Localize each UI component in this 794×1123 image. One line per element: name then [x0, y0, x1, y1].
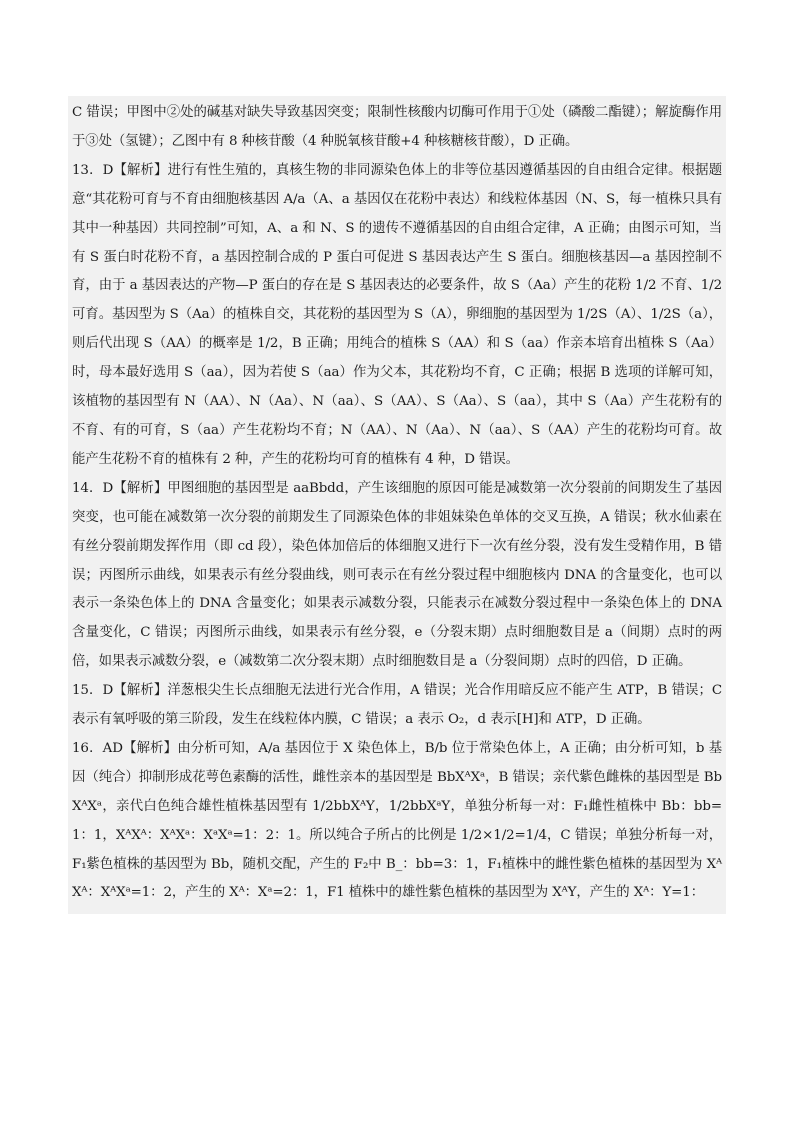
- paragraph-q15: 15．D【解析】洋葱根尖生长点细胞无法进行光合作用，A 错误；光合作用暗反应不能产生 ATP，B 错误；C 表示有氧呼吸的第三阶段，发生在线粒体内膜，C 错误；a 表示 O₂，d 表示[H]和 ATP，D 正确。: [72, 683, 722, 728]
- paragraph-prev-q-cont: C 错误；甲图中②处的碱基对缺失导致基因突变；限制性核酸内切酶可作用于①处（磷酸二酯键）；解旋酶作用于③处（氢键）；乙图中有 8 种核苷酸（4 种脱氧核苷酸+4 种核糖核苷酸），D 正确。: [72, 105, 722, 149]
- paragraph-q16: 16．AD【解析】由分析可知，A/a 基因位于 X 染色体上，B/b 位于常染色体上，A 正确；由分析可知，b 基因（纯合）抑制形成花萼色素酶的活性，雌性亲本的基因型是 BbXᴬXᵃ，B 错误；亲代紫色雌株的基因型是 BbXᴬXᵃ，亲代白色纯合雄性植株基因型有 1/2bbXᴬY，1/2bbXᵃY，单独分析每一对：F₁雌性植株中 Bb：bb=1：1，XᴬXᴬ：XᴬXᵃ：XᵃXᵃ=1：2：1。所以纯合子所占的比例是 1/2×1/2=1/4，C 错误；单独分析每一对，F₁紫色植株的基因型为 Bb，随机交配，产生的 F₂中 B_：bb=3：1，F₁植株中的雌性紫色植株的基因型为 XᴬXᴬ：XᴬXᵃ=1：2，产生的 Xᴬ：Xᵃ=2：1，F1 植株中的雄性紫色植株的基因型为 XᴬY，产生的 Xᴬ：Y=1：: [72, 740, 722, 901]
- paragraph-q14: 14．D【解析】甲图细胞的基因型是 aaBbdd，产生该细胞的原因可能是减数第一次分裂前的间期发生了基因突变，也可能在减数第一次分裂的前期发生了同源染色体的非姐妹染色单体的交叉互换，A 错误；秋水仙素在有丝分裂前期发挥作用（即 cd 段），染色体加倍后的体细胞又进行下一次有丝分裂，没有发生受精作用，B 错误；丙图所示曲线，如果表示有丝分裂曲线，则可表示在有丝分裂过程中细胞核内 DNA 的含量变化，也可以表示一条染色体上的 DNA 含量变化；如果表示减数分裂，只能表示在减数分裂过程中一条染色体上的 DNA 含量变化，C 错误；丙图所示曲线，如果表示有丝分裂，e（分裂末期）点时细胞数目是 a（间期）点时的两倍，如果表示减数分裂，e（减数第二次分裂末期）点时细胞数目是 a（分裂间期）点时的四倍，D 正确。: [72, 480, 722, 670]
- answer-explanation-block: [68, 96, 726, 914]
- paragraph-q13: 13．D【解析】进行有性生殖的，真核生物的非同源染色体上的非等位基因遵循基因的自由组合定律。根据题意“其花粉可育与不育由细胞核基因 A/a（A、a 基因仅在花粉中表达）和线粒体基因（N、S，每一植株只具有其中一种基因）共同控制”可知，A、a 和 N、S 的遗传不遵循基因的自由组合定律，A 正确；由图示可知，当有 S 蛋白时花粉不育，a 基因控制合成的 P 蛋白可促进 S 基因表达产生 S 蛋白。细胞核基因—a 基因控制不育，由于 a 基因表达的产物—P 蛋白的存在是 S 基因表达的必要条件，故 S（Aa）产生的花粉 1/2 不育、1/2 可育。基因型为 S（Aa）的植株自交，其花粉的基因型为 S（A），卵细胞的基因型为 1/2S（A）、1/2S（a），则后代出现 S（AA）的概率是 1/2，B 正确；用纯合的植株 S（AA）和 S（aa）作亲本培育出植株 S（Aa）时，母本最好选用 S（aa），因为若使 S（aa）作为父本，其花粉均不育，C 正确；根据 B 选项的详解可知，该植物的基因型有 N（AA）、N（Aa）、N（aa）、S（AA）、S（Aa）、S（aa），其中 S（Aa）产生花粉有的不育、有的可育，S（aa）产生花粉均不育；N（AA）、N（Aa）、N（aa）、S（AA）产生的花粉均可育。故能产生花粉不育的植株有 2 种，产生的花粉均可育的植株有 4 种，D 错误。: [72, 162, 722, 467]
